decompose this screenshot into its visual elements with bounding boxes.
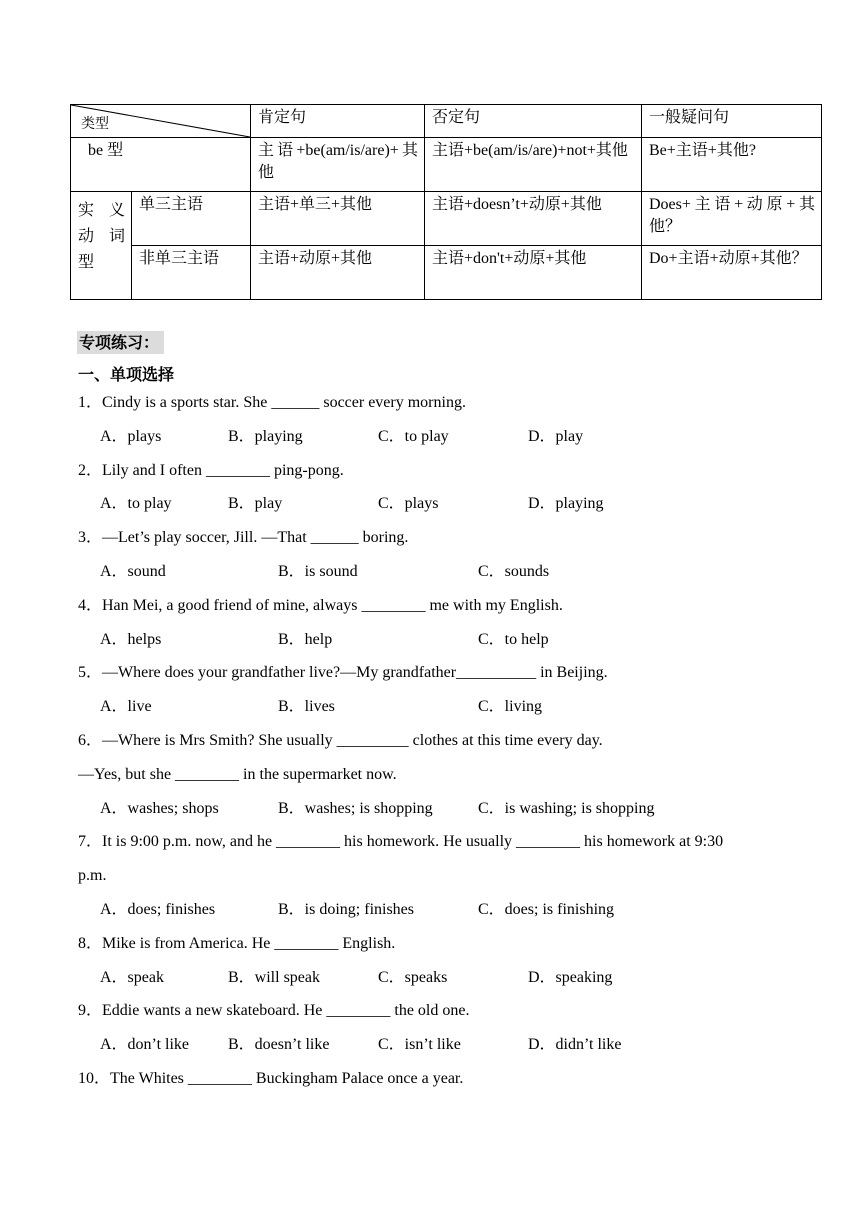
grammar-table [70,104,822,300]
table-corner-label: 类型 [81,117,109,132]
header-negative: 否定句 [425,105,642,138]
option-b: B．will speak [228,969,320,986]
question-stem: 3．—Let’s play soccer, Jill. —That ______ boring. [78,529,409,546]
question-stem-continued: p.m. [78,867,107,884]
be-question: Be+主语+其他? [642,138,822,192]
option-c: C．to play [378,428,449,445]
table-row-third-person [71,192,822,246]
subsection-title: 一、单项选择 [78,365,175,384]
option-c: C．living [478,698,543,715]
question-stem-continued: —Yes, but she ________ in the supermarket now. [78,766,397,783]
question-stem: 6．—Where is Mrs Smith? She usually _________ clothes at this time every day. [78,732,603,749]
option-c: C．speaks [378,969,448,986]
option-c: C．does; is finishing [478,901,615,918]
question-stem: 5．—Where does your grandfather live?—My grandfather__________ in Beijing. [78,664,608,681]
option-d: D．playing [528,495,604,512]
header-question: 一般疑问句 [642,105,822,138]
section-title: 专项练习： [77,331,164,354]
option-a: A．does; finishes [100,901,216,918]
table-header-row [71,105,822,138]
question-stem: 2．Lily and I often ________ ping-pong. [78,462,344,479]
question-stem: 9．Eddie wants a new skateboard. He ________ the old one. [78,1002,470,1019]
third-person-negative: 主语+doesn’t+动原+其他 [425,192,642,246]
question-stem: 10．The Whites ________ Buckingham Palace once a year. [78,1070,464,1087]
option-a: A．to play [100,495,172,512]
option-c: C．sounds [478,563,550,580]
question-stem: 7．It is 9:00 p.m. now, and he ________ his homework. He usually ________ his homework at 9:30 [78,833,724,850]
option-d: D．play [528,428,584,445]
table-row-be [71,138,822,192]
option-b: B．is sound [278,563,358,580]
be-type-label: be 型 [71,138,251,192]
option-a: A．helps [100,631,162,648]
question-options [0,494,860,514]
non-third-person-negative: 主语+don't+动原+其他 [425,246,642,300]
option-a: A．sound [100,563,166,580]
question-stem: 4．Han Mei, a good friend of mine, always ________ me with my English. [78,597,563,614]
verb-type-label: 实义动词型 [71,192,132,300]
option-d: D．didn’t like [528,1036,622,1053]
question-options [0,968,860,988]
question-options [0,1035,860,1055]
option-c: C．to help [478,631,549,648]
option-b: B．playing [228,428,303,445]
option-c: C．isn’t like [378,1036,461,1053]
option-b: B．washes; is shopping [278,800,433,817]
option-a: A．don’t like [100,1036,190,1053]
option-a: A．live [100,698,152,715]
third-person-label: 单三主语 [132,192,251,246]
option-c: C．is washing; is shopping [478,800,655,817]
option-a: A．plays [100,428,162,445]
third-person-affirmative: 主语+单三+其他 [251,192,425,246]
option-a: A．speak [100,969,164,986]
non-third-person-question: Do+主语+动原+其他？ [642,246,822,300]
third-person-question: Does+主语+动原+其他？ [642,192,822,246]
option-d: D．speaking [528,969,613,986]
option-c: C．plays [378,495,439,512]
question-stem: 1．Cindy is a sports star. She ______ soccer every morning. [78,394,466,411]
option-b: B．is doing; finishes [278,901,415,918]
header-affirmative: 肯定句 [251,105,425,138]
question-options [0,562,860,582]
table-corner-cell [71,105,251,138]
question-stem: 8．Mike is from America. He ________ English. [78,935,396,952]
option-a: A．washes; shops [100,800,219,817]
question-options [0,900,860,920]
option-b: B．lives [278,698,335,715]
non-third-person-affirmative: 主语+动原+其他 [251,246,425,300]
non-third-person-label: 非单三主语 [132,246,251,300]
option-b: B．play [228,495,283,512]
question-options [0,630,860,650]
table-row-non-third-person [71,246,822,300]
question-options [0,427,860,447]
question-options [0,799,860,819]
option-b: B．help [278,631,333,648]
be-affirmative: 主语+be(am/is/are)+其他 [251,138,425,192]
question-options [0,697,860,717]
option-b: B．doesn’t like [228,1036,330,1053]
be-negative: 主语+be(am/is/are)+not+其他 [425,138,642,192]
